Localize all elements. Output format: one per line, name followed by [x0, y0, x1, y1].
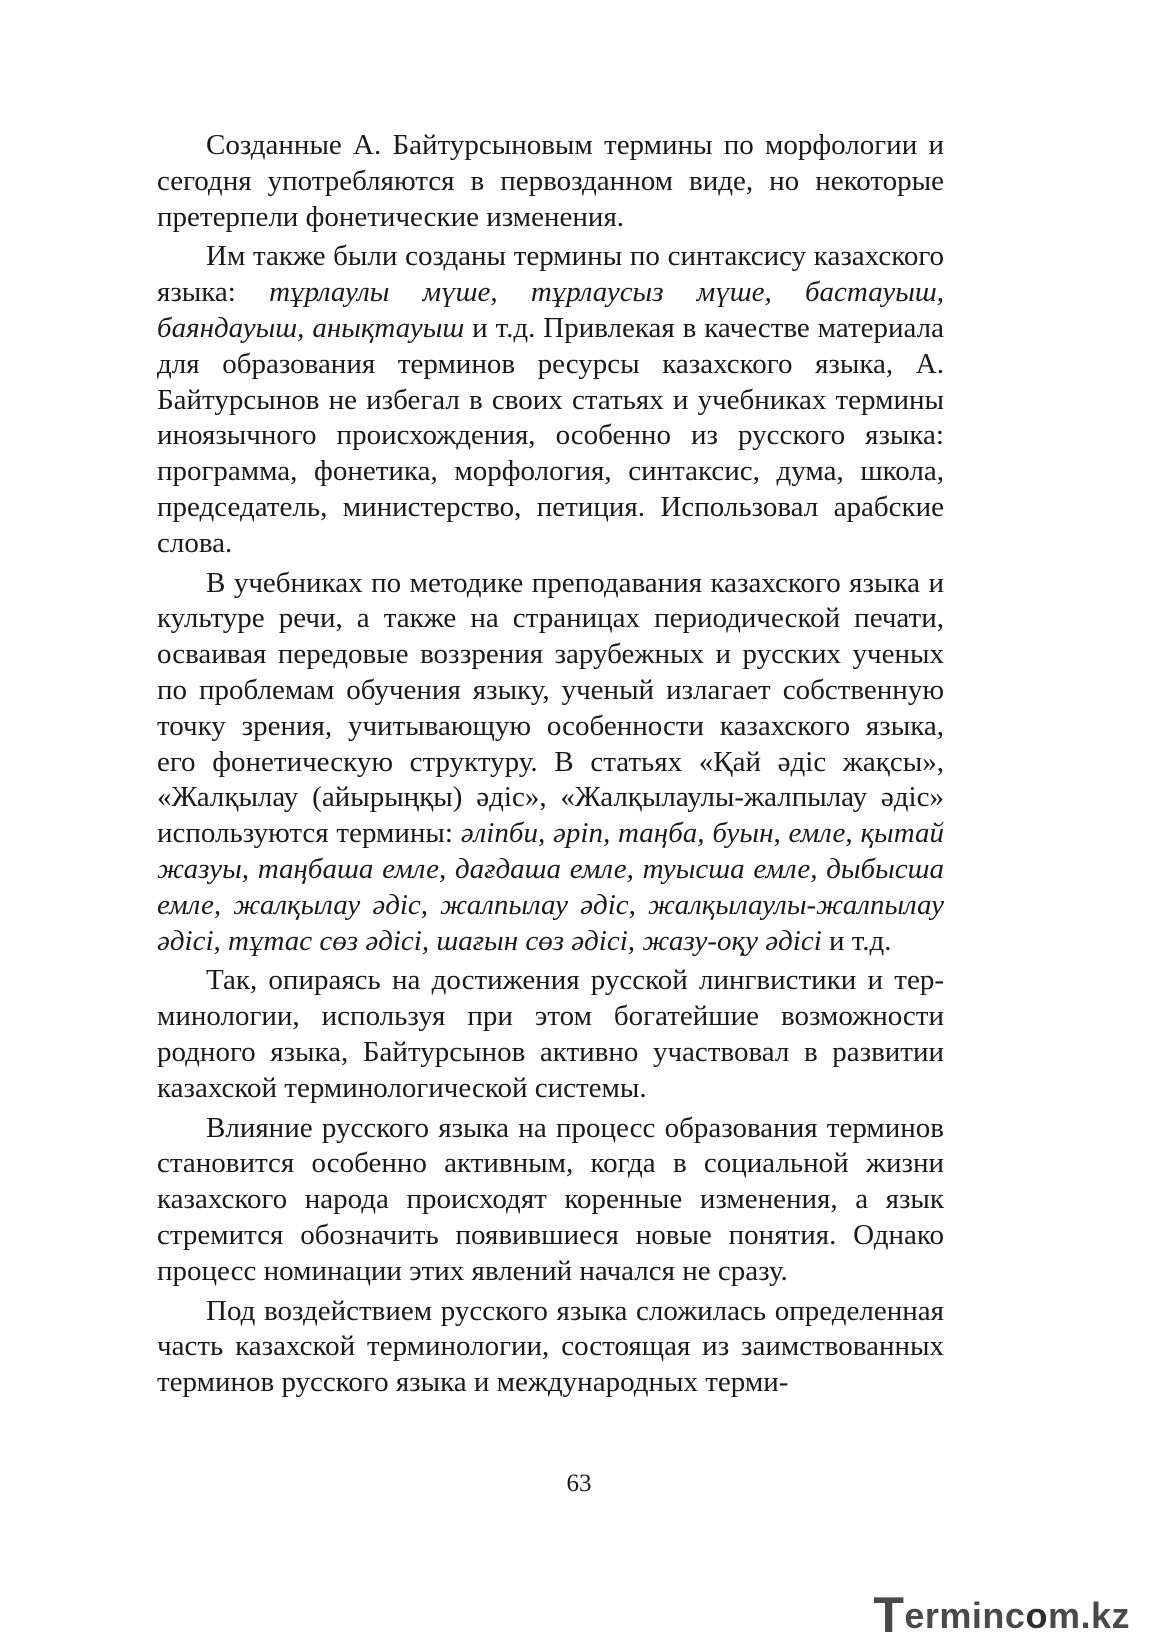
watermark-logo: Termincom.kz — [873, 1587, 1130, 1643]
text-run: Так, опираясь на достижения русской лингвистики и терминологии, используя при этом богатейшие возможности родного языка, Байтурсынов активно участвовал в развитии казахской терминологической системы. — [157, 964, 944, 1104]
text-run: и т.д. — [821, 924, 892, 957]
text-run: В учебниках по методике преподавания казахского языка и культуре речи, а также на страницах периодической печати, осваивая передовые воззрения зарубежных и русских ученых по проблемам обучения языку, ученый излагает собственную точку зрения, учитывающую особенности казахского языка, его фонетическую структуру. В статьях «Қай әдіс жақсы», «Жалқылау (айырыңқы) әдіс», «Жалқылаулы-жалпылау әдіс» используются термины: — [157, 566, 944, 850]
paragraph — [157, 128, 944, 235]
text-run: Влияние русского языка на процесс образования терминов становится особенно активным, когда в социальной жизни казахского народа происходят коренные изменения, а язык стремится обозначить появившиеся новые понятия. Однако процесс номинации этих явлений начался не сразу. — [157, 1111, 944, 1287]
body-text — [157, 128, 944, 1405]
paragraph — [157, 1294, 944, 1401]
paragraph — [157, 566, 944, 960]
text-run: и т.д. Привлекая в качестве материала для образования терминов ресурсы казахского языка, А. Байтурсынов не избегал в своих статьях и учебниках термины иноязычного происхождения, особенно из русского языка: программа, фонетика, морфология, синтаксис, дума, школа, председатель, министерство, петиция. Использовал арабские слова. — [157, 311, 944, 559]
paragraph — [157, 239, 944, 561]
paragraph — [157, 963, 944, 1106]
text-run: Под воздействием русского языка сложилась определенная часть казахской терминологии, состоящая из заимствованных терминов русского языка и международных терми- — [157, 1294, 944, 1399]
text-run: Им также были созданы термины по синтаксису казахского языка: — [157, 240, 944, 309]
paragraph — [157, 1111, 944, 1290]
text-run: Созданные А. Байтурсыновым термины по морфологии и сегодня употребляются в первозданном виде, но некоторые претерпели фонетические изменения. — [157, 129, 944, 233]
italic-term-run: әліпби, әріп, таңба, буын, емле, қытай жазуы, таңбаша емле, дағдаша емле, туысша емле, дыбысша емле, жалқылау әдіс, жалпылау әдіс, жалқылаулы-жалпылау әдісі, тұтас сөз әдісі, шағын сөз әдісі, жазу-оқу әдісі — [157, 817, 944, 957]
italic-term-run: тұрлаулы мүше, тұрлаусыз мүше, бастауыш, баяндауыш, анықтауыш — [157, 276, 944, 344]
page-number: 63 — [566, 1470, 592, 1497]
